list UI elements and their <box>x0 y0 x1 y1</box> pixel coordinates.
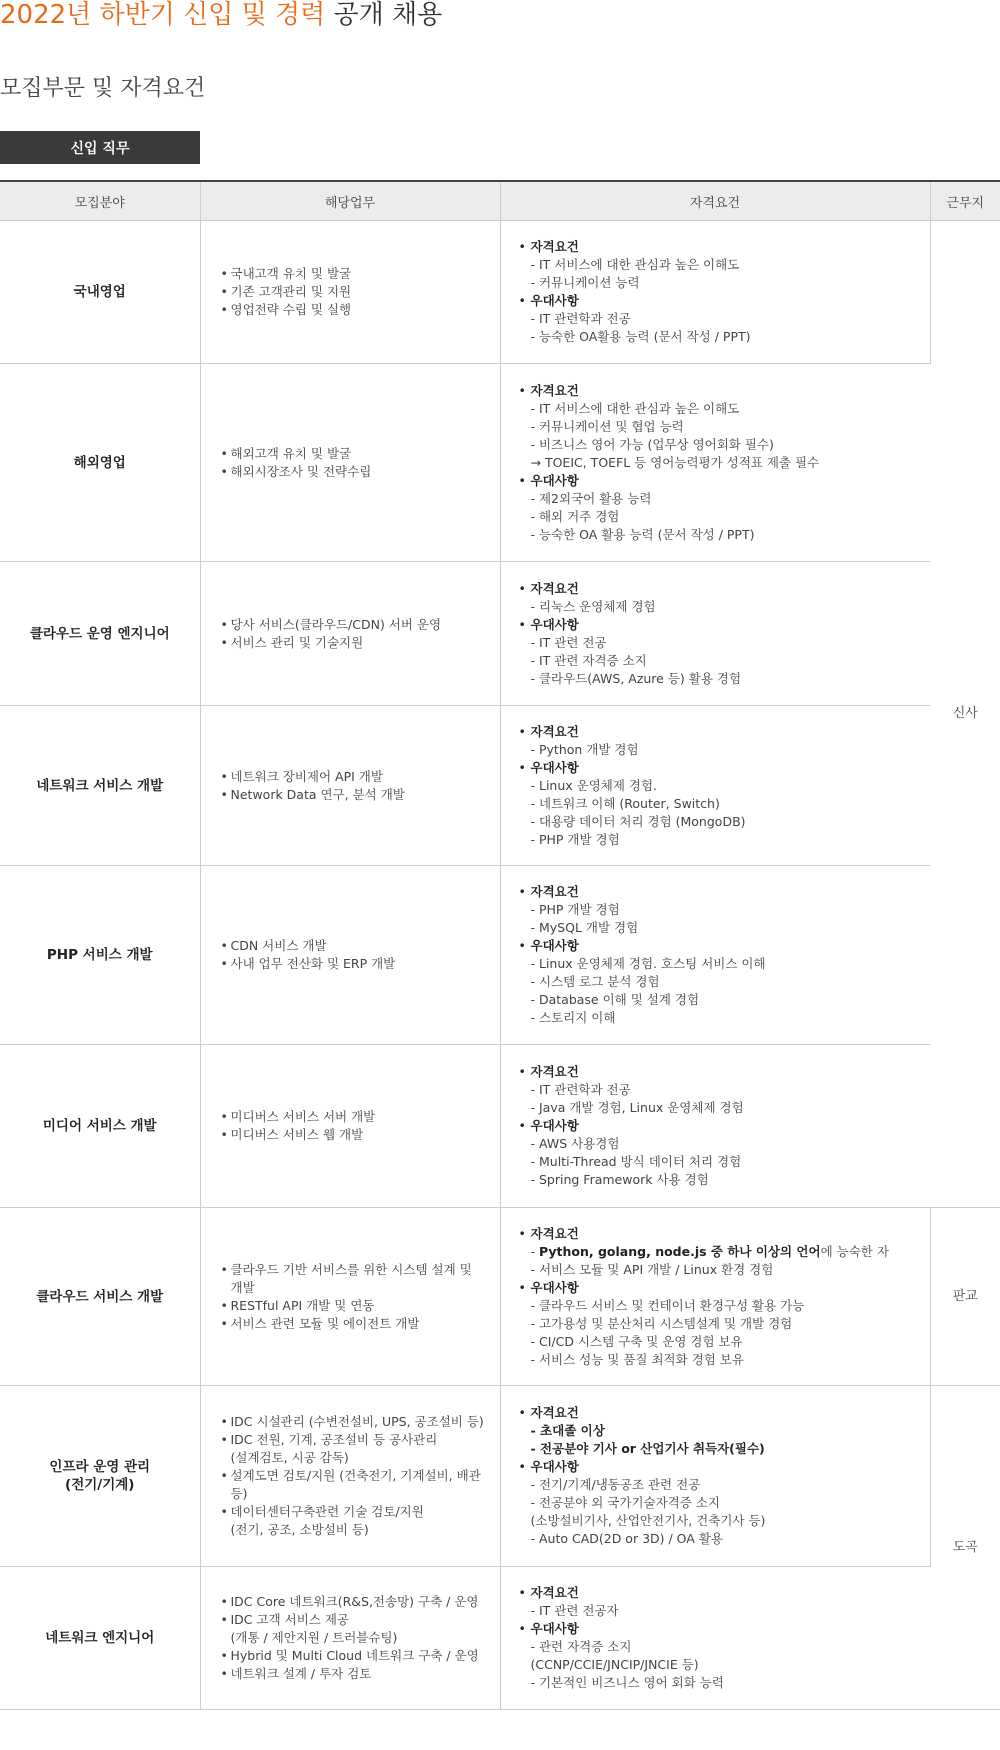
requirement-item: - PHP 개발 경험 <box>530 831 620 847</box>
requirements-cell <box>500 221 930 364</box>
requirement-group-title: • 우대사항 <box>519 759 923 777</box>
field-name: 클라우드 서비스 개발 <box>0 1208 200 1386</box>
table-row <box>0 866 1000 1045</box>
duty-item: • IDC 전원, 기계, 공조설비 등 공사관리 (설계검토, 시공 감독) <box>221 1431 492 1467</box>
requirement-item: - 대용량 데이터 처리 경험 (MongoDB) <box>530 813 746 829</box>
duty-item: • 미디버스 서비스 서버 개발 <box>221 1108 492 1126</box>
requirements-cell <box>500 364 930 562</box>
duties-cell <box>200 866 500 1045</box>
requirement-item: - AWS 사용경험 <box>530 1136 620 1151</box>
duties-list <box>221 445 492 481</box>
requirement-suffix: 에 능숙한 자 <box>820 1243 889 1259</box>
table-row <box>0 562 1000 706</box>
requirement-item: - 클라우드 서비스 및 컨테이너 환경구성 활용 가능 <box>530 1297 805 1313</box>
requirement-item: - 커뮤니케이션 능력 <box>530 275 640 290</box>
requirement-group-title: • 자격요건 <box>519 1584 923 1602</box>
duties-list <box>221 937 492 973</box>
requirement-item: - Python 개발 경험 <box>530 741 639 757</box>
table-body <box>0 221 1000 1710</box>
requirement-group-title: • 우대사항 <box>519 1279 922 1297</box>
duty-item: • IDC 고객 서비스 제공 (개통 / 제안지원 / 트러블슈팅) <box>221 1611 492 1647</box>
requirement-item: - 능숙한 OA활용 능력 (문서 작성 / PPT) <box>530 329 751 344</box>
duties-cell <box>200 1567 500 1710</box>
requirement-group-title: • 우대사항 <box>519 616 923 634</box>
duties-cell <box>200 1208 500 1386</box>
requirement-item: - Linux 운영체제 경험. 호스팅 서비스 이해 <box>530 956 766 971</box>
requirement-prefix: - <box>530 1243 539 1259</box>
requirement-group-title: • 우대사항 <box>519 472 923 490</box>
requirement-item: - 시스템 로그 분석 경험 <box>530 974 660 989</box>
duties-list <box>221 1413 492 1539</box>
duty-item: • 네트워크 장비제어 API 개발 <box>221 768 492 786</box>
table-row <box>0 1386 1000 1567</box>
table-row <box>0 706 1000 866</box>
duties-cell <box>200 706 500 866</box>
requirement-item: - PHP 개발 경험 <box>530 902 620 917</box>
table-row <box>0 221 1000 364</box>
requirement-item: - 기본적인 비즈니스 영어 회화 능력 <box>530 1675 724 1690</box>
requirement-item: - Spring Framework 사용 경험 <box>530 1172 709 1187</box>
duty-item: • 데이터센터구축관련 기술 검토/지원 (전기, 공조, 소방설비 등) <box>221 1503 492 1539</box>
field-name: 미디어 서비스 개발 <box>0 1045 200 1208</box>
requirements-cell <box>500 1208 930 1386</box>
field-name: 해외영업 <box>0 364 200 562</box>
field-name: PHP 서비스 개발 <box>0 866 200 1045</box>
field-name: 네트워크 엔지니어 <box>0 1567 200 1710</box>
requirement-item: - MySQL 개발 경험 <box>530 920 639 935</box>
category-tab-new-hire: 신입 직무 <box>0 131 200 164</box>
duty-item: • 당사 서비스(클라우드/CDN) 서버 운영 <box>221 616 492 634</box>
table-row <box>0 364 1000 562</box>
requirements-cell <box>500 1386 930 1567</box>
duty-item: • IDC 시설관리 (수변전설비, UPS, 공조설비 등) <box>221 1413 492 1431</box>
field-name: 클라우드 운영 엔지니어 <box>0 562 200 706</box>
work-location: 신사 <box>930 221 1000 1208</box>
table-header-row <box>0 181 1000 221</box>
duties-list <box>221 768 492 804</box>
requirement-item: - 전기/기계/냉동공조 관련 전공 <box>530 1477 701 1492</box>
requirement-item: - Auto CAD(2D or 3D) / OA 활용 <box>530 1531 723 1546</box>
table-row <box>0 1045 1000 1208</box>
requirement-item: - 능숙한 OA 활용 능력 (문서 작성 / PPT) <box>530 526 755 542</box>
requirement-item: - IT 서비스에 대한 관심과 높은 이해도 <box>530 400 740 416</box>
requirement-emphasis: Python, golang, node.js 중 하나 이상의 언어 <box>538 1243 821 1259</box>
requirement-group-title: • 우대사항 <box>519 1117 923 1135</box>
requirements-cell <box>500 866 930 1045</box>
duty-item: • CDN 서비스 개발 <box>221 937 492 955</box>
requirement-item: - 클라우드(AWS, Azure 등) 활용 경험 <box>530 670 742 686</box>
duty-item: • 기존 고객관리 및 지원 <box>221 283 492 301</box>
requirement-group-title: • 우대사항 <box>519 937 923 955</box>
requirement-group-title: • 우대사항 <box>519 292 922 310</box>
requirement-item: → TOEIC, TOEFL 등 영어능력평가 성적표 제출 필수 <box>530 454 820 470</box>
requirement-item: - 전공분야 기사 or 산업기사 취득자(필수) <box>530 1441 765 1456</box>
duties-list <box>221 1108 492 1144</box>
section-title: 모집부문 및 자격요건 <box>0 76 206 101</box>
duties-list <box>221 1261 492 1333</box>
header-location: 근무지 <box>930 181 1000 221</box>
requirement-item: - 스토리지 이해 <box>530 1010 616 1025</box>
recruitment-table <box>0 180 1000 1710</box>
requirement-group-title: • 자격요건 <box>519 382 923 400</box>
work-location: 판교 <box>930 1208 1000 1386</box>
requirement-item: - 고가용성 및 분산처리 시스템설계 및 개발 경험 <box>530 1315 793 1331</box>
requirement-group-title: • 우대사항 <box>519 1620 923 1638</box>
requirement-item: - IT 관련 전공 <box>530 634 607 650</box>
requirement-item: - 네트워크 이해 (Router, Switch) <box>530 795 720 811</box>
duty-item: • 해외고객 유치 및 발굴 <box>221 445 492 463</box>
duties-list <box>221 1593 492 1683</box>
duty-item: • IDC Core 네트워크(R&S,전송망) 구축 / 운영 <box>221 1593 492 1611</box>
header-duties: 해당업무 <box>200 181 500 221</box>
requirement-item: - 전공분야 외 국가기술자격증 소지 (소방설비기사, 산업안전기사, 건축기사 등) <box>530 1495 766 1528</box>
duty-item: • 미디버스 서비스 웹 개발 <box>221 1126 492 1144</box>
requirement-item: - 해외 거주 경험 <box>530 508 620 524</box>
requirement-item <box>519 1243 922 1261</box>
requirement-item: - IT 관련 자격증 소지 <box>530 652 647 668</box>
duty-item: • RESTful API 개발 및 연동 <box>221 1297 492 1315</box>
requirement-item: - Multi-Thread 방식 데이터 처리 경험 <box>530 1154 742 1169</box>
field-name: 국내영업 <box>0 221 200 364</box>
duties-cell <box>200 221 500 364</box>
requirement-item: - 서비스 성능 및 품질 최적화 경험 보유 <box>530 1351 744 1367</box>
page-title <box>0 0 442 30</box>
duties-cell <box>200 1386 500 1567</box>
requirements-cell <box>500 1567 930 1710</box>
requirement-item: - IT 관련학과 전공 <box>530 311 631 326</box>
header-field: 모집분야 <box>0 181 200 221</box>
field-name: 인프라 운영 관리 (전기/기계) <box>0 1386 200 1567</box>
duty-item: • 국내고객 유치 및 발굴 <box>221 265 492 283</box>
requirement-group-title: • 자격요건 <box>519 238 922 256</box>
duties-list <box>221 616 492 652</box>
duty-item: • 사내 업무 전산화 및 ERP 개발 <box>221 955 492 973</box>
duty-item: • Network Data 연구, 분석 개발 <box>221 786 492 804</box>
duties-list <box>221 265 492 319</box>
page-title-highlight: 2022년 하반기 신입 및 경력 <box>0 0 326 30</box>
requirements-cell <box>500 1045 930 1208</box>
duty-item: • 서비스 관련 모듈 및 에이전트 개발 <box>221 1315 492 1333</box>
duty-item: • 네트워크 설계 / 투자 검토 <box>221 1665 492 1683</box>
field-name: 네트워크 서비스 개발 <box>0 706 200 866</box>
requirement-group-title: • 자격요건 <box>519 1063 923 1081</box>
duty-item: • 서비스 관리 및 기술지원 <box>221 634 492 652</box>
requirements-cell <box>500 706 930 866</box>
requirement-group-title: • 자격요건 <box>519 723 923 741</box>
requirement-item: - 초대졸 이상 <box>530 1423 605 1438</box>
requirement-item: - IT 관련학과 전공 <box>530 1082 631 1097</box>
table-row <box>0 1208 1000 1386</box>
requirement-item: - 서비스 모듈 및 API 개발 / Linux 환경 경험 <box>530 1261 774 1277</box>
duties-cell <box>200 364 500 562</box>
requirement-group-title: • 우대사항 <box>519 1458 922 1476</box>
requirement-item: - IT 관련 전공자 <box>530 1603 619 1618</box>
duty-item: • 영업전략 수립 및 실행 <box>221 301 492 319</box>
requirement-item: - IT 서비스에 대한 관심과 높은 이해도 <box>530 257 740 272</box>
requirement-item: - 관련 자격증 소지 (CCNP/CCIE/JNCIP/JNCIE 등) <box>530 1639 699 1672</box>
requirement-group-title: • 자격요건 <box>519 883 923 901</box>
page-title-rest: 공개 채용 <box>325 0 443 30</box>
requirements-cell <box>500 562 930 706</box>
header-requirements: 자격요건 <box>500 181 930 221</box>
table-row <box>0 1567 1000 1710</box>
duties-cell <box>200 1045 500 1208</box>
requirement-item: - Java 개발 경험, Linux 운영체제 경험 <box>530 1100 744 1115</box>
requirement-item: - CI/CD 시스템 구축 및 운영 경험 보유 <box>530 1333 743 1349</box>
requirement-item: - 리눅스 운영체제 경험 <box>530 598 656 614</box>
duties-cell <box>200 562 500 706</box>
requirement-group-title: • 자격요건 <box>519 580 923 598</box>
duty-item: • Hybrid 및 Multi Cloud 네트워크 구축 / 운영 <box>221 1647 492 1665</box>
requirement-item: - 커뮤니케이션 및 협업 능력 <box>530 418 684 434</box>
duty-item: • 설계도면 검토/지원 (건축전기, 기계설비, 배관 등) <box>221 1467 492 1503</box>
duty-item: • 해외시장조사 및 전략수립 <box>221 463 492 481</box>
requirement-group-title: • 자격요건 <box>519 1404 922 1422</box>
requirement-item: - 비즈니스 영어 가능 (업무상 영어회화 필수) <box>530 436 774 452</box>
work-location: 도곡 <box>930 1386 1000 1710</box>
requirement-group-title: • 자격요건 <box>519 1225 922 1243</box>
requirement-item: - Linux 운영체제 경험. <box>530 777 658 793</box>
duty-item: • 클라우드 기반 서비스를 위한 시스템 설계 및 개발 <box>221 1261 492 1297</box>
requirement-item: - 제2외국어 활용 능력 <box>530 490 652 506</box>
requirement-item: - Database 이해 및 설계 경험 <box>530 992 700 1007</box>
